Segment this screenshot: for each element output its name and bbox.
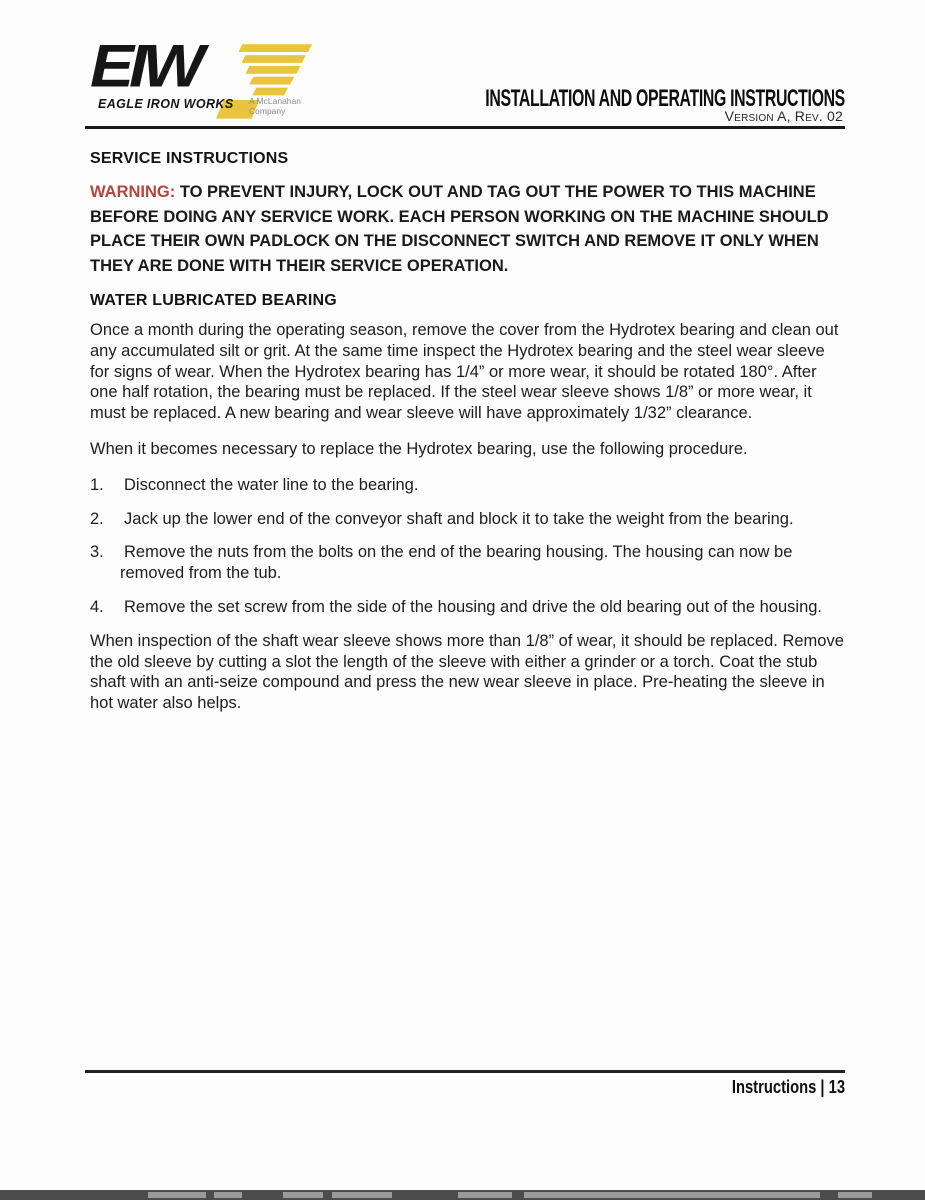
warning-text: TO PREVENT INJURY, LOCK OUT AND TAG OUT THE POWER TO THIS MACHINE BEFORE DOING ANY SERVICE WORK. EACH PERSON WORKING ON THE MACHINE SHOULD PLACE THEIR OWN PADLOCK ON THE DISCONNECT SWITCH AND REMOVE IT ONLY WHEN THEY ARE DONE WITH THEIR SERVICE OPERATION. <box>90 183 829 275</box>
step-number: 2. <box>90 509 104 528</box>
eagle-iron-works-label: EAGLE IRON WORKS <box>98 97 234 111</box>
document-title: INSTALLATION AND OPERATING INSTRUCTIONS <box>485 85 845 112</box>
subsection-heading-water-lubricated-bearing: WATER LUBRICATED BEARING <box>90 292 337 309</box>
paragraph-inspection: Once a month during the operating season, remove the cover from the Hydrotex bearing and clean out any accumulated silt or grit. At the same time inspect the Hydrotex bearing and the steel wear sleeve for signs of wear. When the Hydrotex bearing has 1/4” or more wear, it should be rotated 180°. After one half rotation, the bearing must be replaced. If the steel wear sleeve shows 1/8” or more wear, it must be replaced. A new bearing and wear sleeve will have approximately 1/32” clearance. <box>90 321 839 423</box>
footer-page-label: Instructions | 13 <box>731 1077 845 1097</box>
scan-edge-segment <box>214 1192 242 1198</box>
mclanahan-tagline-line2: Company <box>249 106 286 116</box>
footer-rule <box>85 1070 845 1073</box>
step-text: Disconnect the water line to the bearing. <box>124 475 419 494</box>
paragraph-procedure-intro: When it becomes necessary to replace the Hydrotex bearing, use the following procedure. <box>90 439 748 458</box>
scan-edge-segment <box>458 1192 512 1198</box>
document-version: Version A, Rev. 02 <box>724 108 843 124</box>
scan-edge-segment <box>148 1192 206 1198</box>
procedure-list <box>90 475 846 618</box>
eiw-logo <box>90 31 330 122</box>
procedure-step <box>90 509 846 530</box>
step-number: 3. <box>90 543 104 562</box>
scan-edge-artifact <box>0 1190 925 1200</box>
header-rule <box>85 126 845 129</box>
document-footer <box>85 1070 845 1097</box>
warning-paragraph <box>90 180 846 278</box>
procedure-step <box>90 542 846 584</box>
paragraph-sleeve-replacement: When inspection of the shaft wear sleeve shows more than 1/8” of wear, it should be replaced. Remove the old sleeve by cutting a slot the length of the sleeve with either a grinder or a torch. Coat the stub shaft with an anti-seize compound and press the new wear sleeve in place. Pre-heating the sleeve in hot water also helps. <box>90 631 844 713</box>
scan-edge-segment <box>283 1192 323 1198</box>
warning-label: WARNING: <box>90 183 176 201</box>
document-body <box>90 150 846 729</box>
scan-edge-segment <box>524 1192 820 1198</box>
step-number: 1. <box>90 475 104 494</box>
step-number: 4. <box>90 597 104 616</box>
procedure-step <box>90 475 846 496</box>
procedure-step <box>90 597 846 618</box>
step-text: Remove the nuts from the bolts on the end of the bearing housing. The housing can now be removed from the tub. <box>120 543 793 583</box>
scan-edge-segment <box>332 1192 392 1198</box>
step-text: Remove the set screw from the side of the housing and drive the old bearing out of the housing. <box>124 597 823 616</box>
mclanahan-tagline <box>249 96 301 116</box>
section-heading-service-instructions: SERVICE INSTRUCTIONS <box>90 150 289 167</box>
scan-edge-segment <box>838 1192 872 1198</box>
step-text: Jack up the lower end of the conveyor shaft and block it to take the weight from the bearing. <box>124 509 794 528</box>
mclanahan-tagline-line1: A McLanahan <box>249 96 301 106</box>
eiw-logo-text: EIW <box>90 31 200 100</box>
